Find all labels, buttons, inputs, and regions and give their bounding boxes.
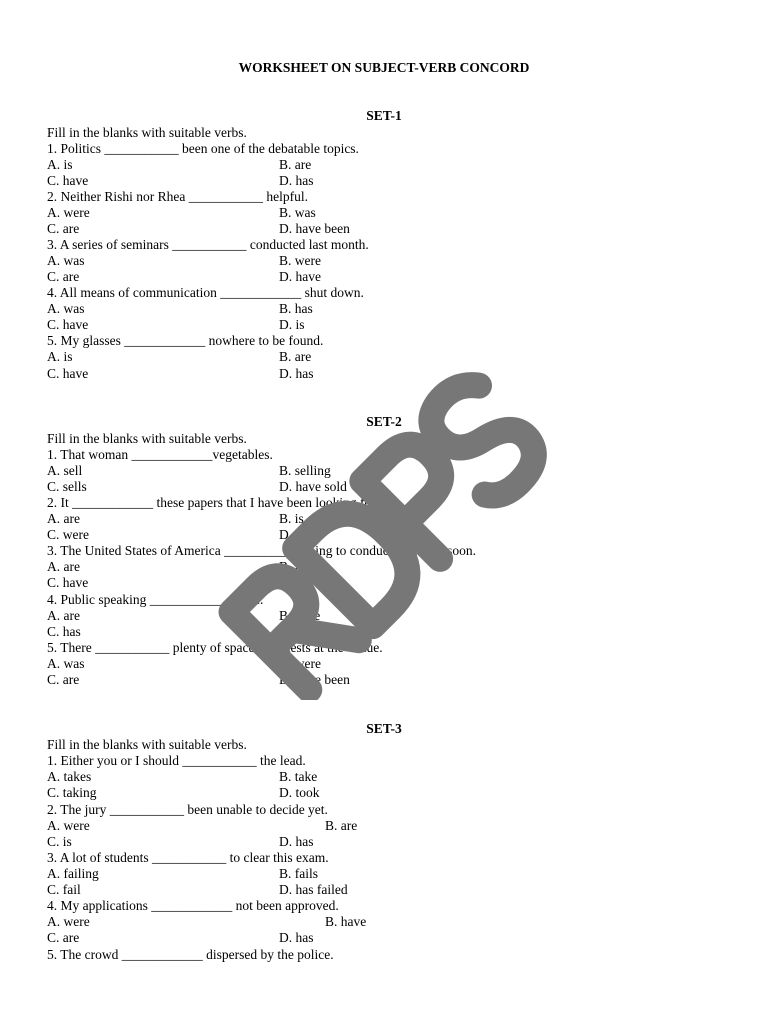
option-a: A. is: [47, 157, 73, 172]
option-b: B. were: [279, 253, 321, 268]
option-c: C. sells: [47, 479, 87, 494]
option-a: A. are: [47, 608, 80, 623]
question-text: 2. The jury ___________ been unable to decide yet.: [47, 802, 328, 817]
option-d: D. has: [279, 834, 314, 849]
option-b: B. was: [279, 205, 316, 220]
option-d: D. have been: [279, 221, 350, 236]
option-a: A. was: [47, 253, 85, 268]
option-d: D. has: [279, 930, 314, 945]
option-a: A. was: [47, 301, 85, 316]
question-text: 3. The United States of America ___________ going to conduct elections soon.: [47, 543, 477, 558]
option-d: D. has: [279, 173, 314, 188]
option-c: C. were: [47, 527, 89, 542]
set-1-heading: SET-1: [366, 108, 402, 123]
option-b: B. take: [279, 769, 318, 784]
option-a: A. are: [47, 559, 80, 574]
option-b: B. have: [279, 608, 321, 623]
question-text: 5. There ___________ plenty of space for guests at the venue.: [47, 640, 383, 655]
option-c: C. are: [47, 930, 80, 945]
option-d: D. is: [279, 624, 305, 639]
option-b: B. is: [279, 511, 304, 526]
option-d: D. have sold: [279, 479, 347, 494]
option-a: A. were: [47, 205, 90, 220]
option-a: A. were: [47, 818, 90, 833]
option-c: C. have: [47, 317, 89, 332]
option-d: D. has failed: [279, 882, 348, 897]
question-text: 3. A lot of students ___________ to clear this exam.: [47, 850, 329, 865]
option-c: C. fail: [47, 882, 81, 897]
option-a: A. were: [47, 914, 90, 929]
option-d: D. had: [279, 527, 315, 542]
option-d: D. is: [279, 317, 305, 332]
question-text: 4. My applications ____________ not been approved.: [47, 898, 339, 913]
question-text: 5. My glasses ____________ nowhere to be found.: [47, 333, 324, 348]
option-b: B. is: [279, 559, 304, 574]
question-text: 5. The crowd ____________ dispersed by the police.: [47, 947, 334, 962]
page-title: WORKSHEET ON SUBJECT-VERB CONCORD: [238, 60, 530, 75]
option-b: B. are: [325, 818, 358, 833]
set-1-instruction: Fill in the blanks with suitable verbs.: [47, 125, 247, 140]
set-2-instruction: Fill in the blanks with suitable verbs.: [47, 431, 247, 446]
question-text: 1. That woman ____________vegetables.: [47, 447, 273, 462]
option-a: A. is: [47, 349, 73, 364]
option-b: B. are: [279, 349, 312, 364]
option-c: C. taking: [47, 785, 97, 800]
option-c: C. are: [47, 672, 80, 687]
set-3-heading: SET-3: [366, 721, 402, 736]
question-text: 4. Public speaking ___________ a skill.: [47, 592, 264, 607]
option-b: B. has: [279, 301, 313, 316]
question-text: 4. All means of communication ____________ shut down.: [47, 285, 364, 300]
option-d: D. has: [279, 575, 314, 590]
option-c: C. are: [47, 269, 80, 284]
option-a: A. was: [47, 656, 85, 671]
option-d: D. have been: [279, 672, 350, 687]
option-c: C. is: [47, 834, 72, 849]
option-c: C. have: [47, 173, 89, 188]
option-d: D. took: [279, 785, 320, 800]
question-text: 3. A series of seminars ___________ conducted last month.: [47, 237, 369, 252]
option-a: A. are: [47, 511, 80, 526]
set-2-heading: SET-2: [366, 414, 402, 429]
set-3-instruction: Fill in the blanks with suitable verbs.: [47, 737, 247, 752]
option-b: B. have: [325, 914, 367, 929]
option-b: B. are: [279, 157, 312, 172]
option-b: B. fails: [279, 866, 318, 881]
option-c: C. have: [47, 575, 89, 590]
option-a: A. failing: [47, 866, 99, 881]
option-a: A. takes: [47, 769, 92, 784]
question-text: 2. It ____________ these papers that I have been looking for.: [47, 495, 379, 510]
option-c: C. are: [47, 221, 80, 236]
question-text: 2. Neither Rishi nor Rhea ___________ helpful.: [47, 189, 308, 204]
option-c: C. have: [47, 366, 89, 381]
option-d: D. have: [279, 269, 321, 284]
option-b: B. selling: [279, 463, 331, 478]
question-text: 1. Either you or I should ___________ the lead.: [47, 753, 306, 768]
question-text: 1. Politics ___________ been one of the debatable topics.: [47, 141, 359, 156]
option-b: B. were: [279, 656, 321, 671]
option-a: A. sell: [47, 463, 83, 478]
option-c: C. has: [47, 624, 81, 639]
option-d: D. has: [279, 366, 314, 381]
